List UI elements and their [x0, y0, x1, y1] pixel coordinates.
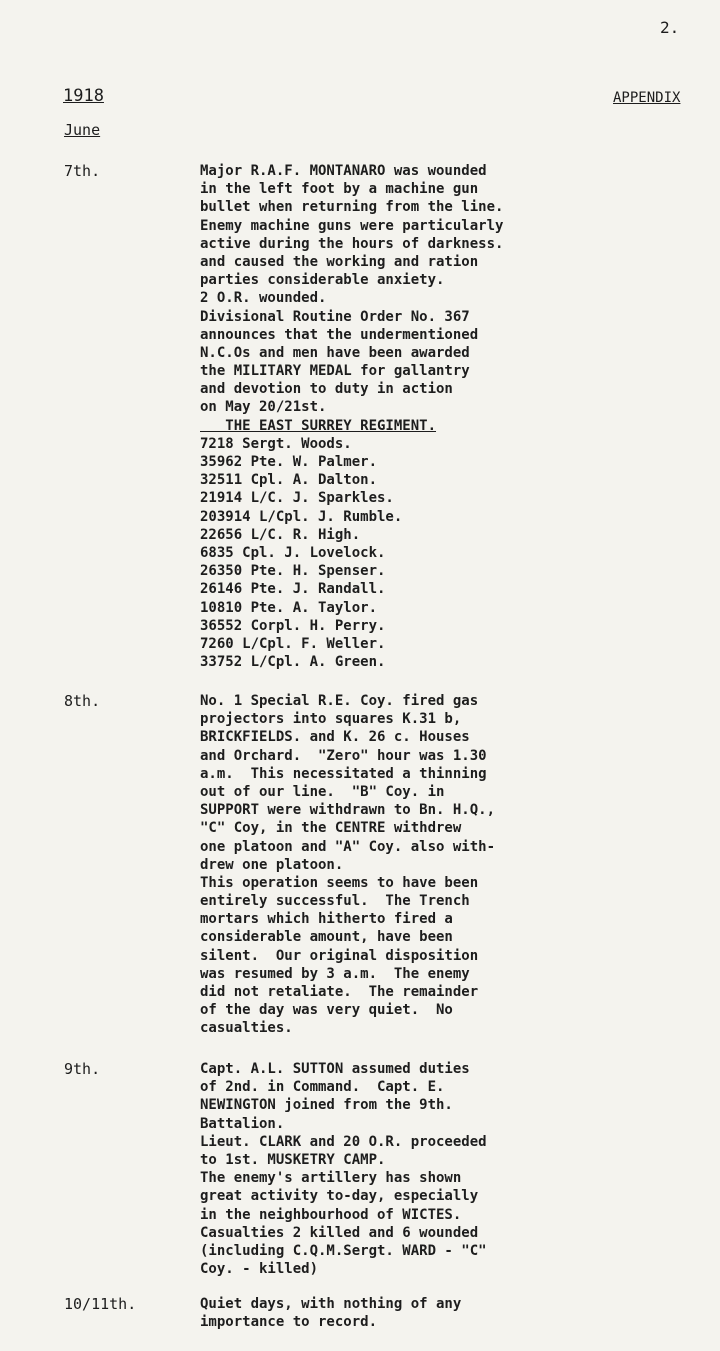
entry-date: 9th.: [64, 1060, 101, 1078]
entry-line: Battalion.: [200, 1115, 285, 1132]
entry-line: out of our line. "B" Coy. in: [200, 783, 445, 800]
entry-line: Casualties 2 killed and 6 wounded: [200, 1224, 479, 1241]
entry-date: 8th.: [64, 692, 101, 710]
entry-line: active during the hours of darkness.: [200, 235, 504, 252]
entry-text: [200, 1295, 715, 1331]
entry-line: Coy. - killed): [200, 1261, 319, 1278]
entry-text: [200, 692, 715, 1038]
entry-line: 21914 L/C. J. Sparkles.: [200, 490, 394, 507]
page-number: 2.: [660, 18, 680, 37]
entry-text: [200, 1060, 715, 1278]
entry-line: silent. Our original disposition: [200, 947, 479, 964]
entry-line: Major R.A.F. MONTANARO was wounded: [200, 163, 487, 179]
entry-line: THE EAST SURREY REGIMENT.: [200, 417, 437, 434]
entry-line: Enemy machine guns were particularly: [200, 217, 504, 234]
entry-line: mortars which hitherto fired a: [200, 911, 453, 928]
entry-line: and caused the working and ration: [200, 253, 479, 270]
entry-line: in the left foot by a machine gun: [200, 181, 479, 198]
entry-line: 6835 Cpl. J. Lovelock.: [200, 544, 386, 561]
entry-line: drew one platoon.: [200, 856, 344, 873]
entry-line: to 1st. MUSKETRY CAMP.: [200, 1151, 386, 1168]
entry-line: parties considerable anxiety.: [200, 272, 445, 289]
entry-line: and devotion to duty in action: [200, 381, 453, 398]
entry-line: Quiet days, with nothing of any: [200, 1296, 462, 1312]
entry-line: bullet when returning from the line.: [200, 199, 504, 216]
entry-line: Divisional Routine Order No. 367: [200, 308, 470, 325]
entry-line: the MILITARY MEDAL for gallantry: [200, 363, 470, 380]
entry-line: of the day was very quiet. No: [200, 1002, 453, 1019]
entry-line: entirely successful. The Trench: [200, 893, 470, 910]
entry-line: and Orchard. "Zero" hour was 1.30: [200, 747, 487, 764]
entry-line: NEWINGTON joined from the 9th.: [200, 1097, 453, 1114]
entry-line: 10810 Pte. A. Taylor.: [200, 599, 378, 616]
entry-line: casualties.: [200, 1020, 293, 1037]
entry-date: 10/11th.: [64, 1295, 137, 1313]
entry-line: 32511 Cpl. A. Dalton.: [200, 472, 378, 489]
entry-line: projectors into squares K.31 b,: [200, 711, 462, 728]
entry-line: 22656 L/C. R. High.: [200, 526, 361, 543]
year-heading: 1918: [63, 86, 104, 106]
entry-line: on May 20/21st.: [200, 399, 327, 416]
entry-line: The enemy's artillery has shown: [200, 1170, 462, 1187]
entry-line: was resumed by 3 a.m. The enemy: [200, 965, 470, 982]
entry-date: 7th.: [64, 162, 101, 180]
entry-line: BRICKFIELDS. and K. 26 c. Houses: [200, 729, 470, 746]
entry-line: N.C.Os and men have been awarded: [200, 344, 470, 361]
entry-line: SUPPORT were withdrawn to Bn. H.Q.,: [200, 802, 496, 819]
entry-line: "C" Coy, in the CENTRE withdrew: [200, 820, 462, 837]
entry-line: 35962 Pte. W. Palmer.: [200, 454, 378, 470]
entry-line: 2 O.R. wounded.: [200, 290, 327, 307]
entry-line: This operation seems to have been: [200, 874, 479, 891]
entry-line: No. 1 Special R.E. Coy. fired gas: [200, 693, 479, 709]
month-heading: June: [64, 121, 101, 139]
appendix-heading: APPENDIX: [613, 90, 681, 106]
entry-line: 26146 Pte. J. Randall.: [200, 581, 386, 598]
entry-line: considerable amount, have been: [200, 929, 453, 946]
entry-line: announces that the undermentioned: [200, 326, 479, 343]
entry-line: Capt. A.L. SUTTON assumed duties: [200, 1061, 470, 1077]
entry-line: Lieut. CLARK and 20 O.R. proceeded: [200, 1133, 487, 1150]
entry-line: importance to record.: [200, 1314, 378, 1331]
entry-line: 203914 L/Cpl. J. Rumble.: [200, 508, 403, 525]
entry-line: 7218 Sergt. Woods.: [200, 435, 352, 452]
entry-line: did not retaliate. The remainder: [200, 984, 479, 1000]
entry-line: a.m. This necessitated a thinning: [200, 765, 487, 782]
entry-line: one platoon and "A" Coy. also with-: [200, 838, 496, 855]
entry-text: [200, 162, 715, 671]
entry-line: 33752 L/Cpl. A. Green.: [200, 654, 386, 671]
entry-line: 26350 Pte. H. Spenser.: [200, 563, 386, 580]
entry-line: in the neighbourhood of WICTES.: [200, 1206, 462, 1223]
entry-line: of 2nd. in Command. Capt. E.: [200, 1079, 445, 1096]
entry-line: great activity to-day, especially: [200, 1188, 479, 1205]
entry-line: 7260 L/Cpl. F. Weller.: [200, 635, 386, 652]
entry-line: 36552 Corpl. H. Perry.: [200, 617, 386, 634]
entry-line: (including C.Q.M.Sergt. WARD - "C": [200, 1242, 487, 1259]
